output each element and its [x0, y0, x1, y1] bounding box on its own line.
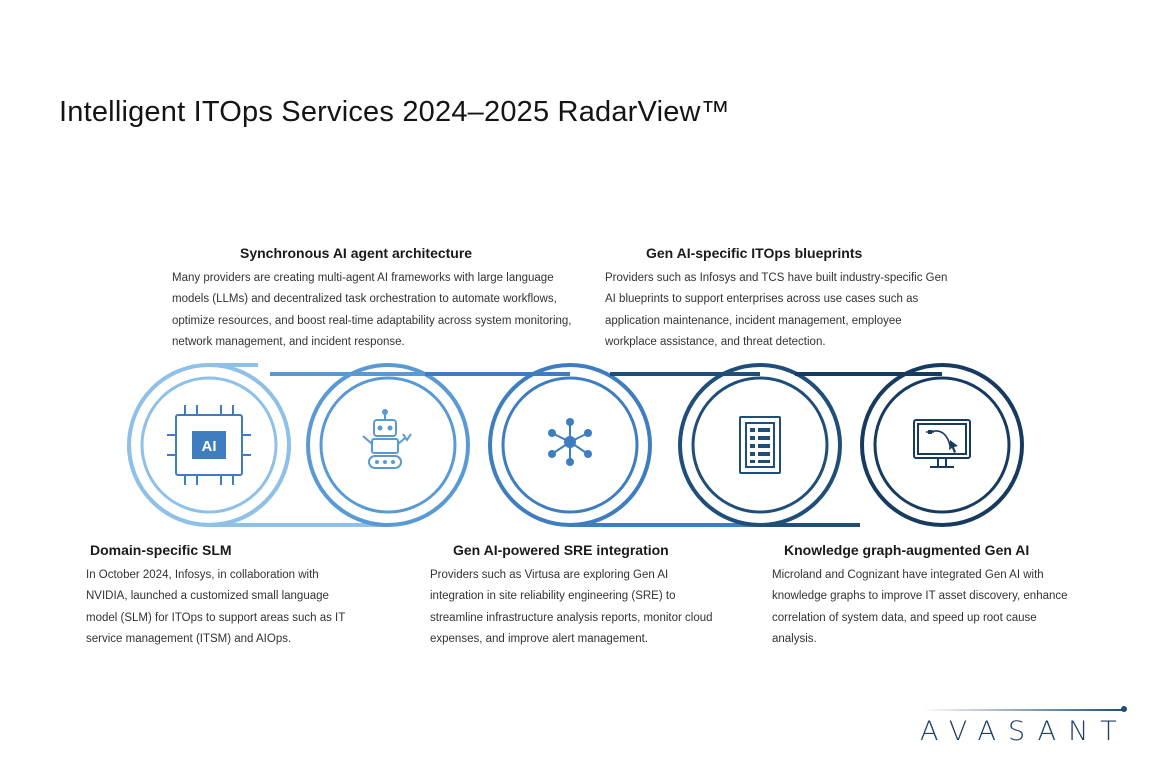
- ai-chip-label: AI: [201, 438, 217, 455]
- ai-chip-icon: [167, 405, 251, 485]
- step-heading: Knowledge graph-augmented Gen AI: [784, 542, 1030, 558]
- monitor-graph-icon: [914, 420, 970, 467]
- step-heading: Gen AI-specific ITOps blueprints: [646, 245, 863, 261]
- process-diagram: [0, 360, 1152, 535]
- step-heading: Gen AI-powered SRE integration: [453, 542, 669, 558]
- ring-step-blueprints: [610, 365, 860, 525]
- document-icon: [740, 417, 780, 473]
- step-text-sre: [430, 542, 715, 650]
- step-text-domain-slm: [86, 542, 361, 650]
- robot-icon: [363, 409, 411, 468]
- step-description: Providers such as Infosys and TCS have built industry-specific Gen AI blueprints to support enterprises across use cases such as application maintenance, incident management, employee workplace assistance, and threat detection.: [605, 272, 948, 348]
- step-text-knowledge-graph: [772, 542, 1072, 650]
- step-text-blueprints: [605, 245, 950, 353]
- step-heading: Synchronous AI agent architecture: [240, 245, 473, 261]
- step-text-synchronous-ai: [172, 245, 582, 353]
- logo-line: [922, 709, 1122, 711]
- page-title: Intelligent ITOps Services 2024–2025 RadarView™: [59, 96, 730, 128]
- ring-step-sre: [425, 365, 760, 525]
- step-description: Many providers are creating multi-agent AI frameworks with large language models (LLMs) and decentralized task orchestration to automate workflows, optimize resources, and boost real-time adaptability across system monitoring, network management, and incident response.: [172, 272, 572, 348]
- step-heading: Domain-specific SLM: [90, 542, 232, 558]
- ring-step-synchronous-ai: [270, 365, 570, 525]
- step-description: Microland and Cognizant have integrated Gen AI with knowledge graphs to improve IT asset discovery, enhance correlation of system data, and speed up root cause analysis.: [772, 569, 1068, 645]
- ring-step-knowledge-graph: [795, 365, 1022, 525]
- avasant-logo: AVASANT: [920, 716, 1129, 747]
- logo-dot: [1121, 706, 1127, 712]
- step-description: In October 2024, Infosys, in collaboration with NVIDIA, launched a customized small language model (SLM) for ITOps to support areas such as IT service management (ITSM) and AIOps.: [86, 569, 346, 645]
- step-description: Providers such as Virtusa are exploring Gen AI integration in site reliability engineering (SRE) to streamline infrastructure analysis reports, monitor cloud expenses, and improve alert management.: [430, 569, 713, 645]
- network-icon: [548, 418, 592, 466]
